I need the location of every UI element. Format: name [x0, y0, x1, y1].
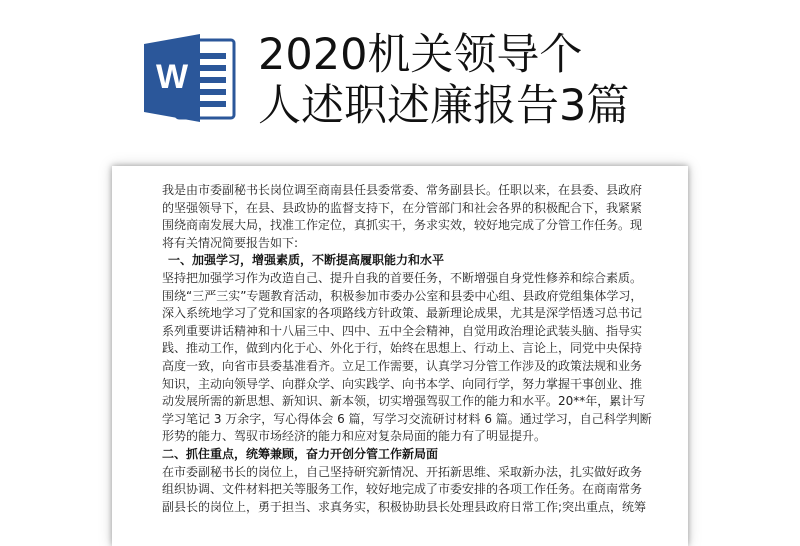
document-line: 高度一致，向省市县委基准看齐。立足工作需要，认真学习分管工作涉及的政策法规和业务: [162, 358, 643, 373]
document-line: 在市委副秘书长的岗位上，自己坚持研究新情况、开拓新思维、采取新办法，扎实做好政务: [162, 464, 643, 479]
document-body: [162, 182, 650, 516]
document-line: 知识，主动向领导学、向群众学、向实践学、向书本学、向同行学，努力掌握干事创业、推: [162, 376, 643, 391]
document-line: 动发展所需的新思想、新知识、新本领，切实增强驾驭工作的能力和水平。20**年，累计写: [162, 394, 646, 409]
word-document-icon: [140, 30, 240, 125]
document-line: 围绕商南发展大局，找准工作定位，真抓实干，务求实效，较好地完成了分管工作任务。现: [162, 218, 643, 233]
document-line: 深入系统地学习了党和国家的各项路线方针政策、最新理论成果，尤其是深学悟透习总书记: [162, 306, 643, 321]
document-line: 副县长的岗位上，勇于担当、求真务实，积极协助县长处理县政府日常工作;突出重点，统筹: [162, 499, 647, 514]
document-line: 的坚强领导下，在县、县政协的监督支持下，在分管部门和社会各界的积极配合下，我紧紧: [162, 200, 643, 215]
page-title: [258, 30, 778, 132]
document-line: 围绕“三严三实”专题教育活动，积极参加市委办公室和县委中心组、县政府党组集体学习，: [162, 288, 643, 303]
document-line: 形势的能力、驾驭市场经济的能力和应对复杂局面的能力有了明显提升。: [162, 429, 547, 444]
document-line: 组织协调、文件材料把关等服务工作，较好地完成了市委安排的各项工作任务。在商南常务: [162, 482, 643, 497]
section-heading-2: 二、抓住重点，统筹兼顾，奋力开创分管工作新局面: [162, 446, 439, 461]
section-heading-1: 一、加强学习，增强素质，不断提高履职能力和水平: [168, 253, 445, 268]
document-line: 学习笔记 3 万余字，写心得体会 6 篇，写学习交流研讨材料 6 篇。通过学习，自己科学判断: [162, 411, 652, 426]
document-line: 我是由市委副秘书长岗位调至商南县任县委常委、常务副县长。任职以来，在县委、县政府: [162, 183, 643, 197]
document-line: 坚持把加强学习作为改造自己、提升自我的首要任务，不断增强自身党性修养和综合素质。: [162, 270, 643, 285]
page-header: [0, 0, 800, 150]
title-line-1: 2020机关领导个: [258, 30, 583, 80]
title-line-2: 人述职述廉报告3篇: [258, 81, 630, 131]
document-line: 践、推动工作，做到内化于心、外化于行，始终在思想上、行动上、言论上，同党中央保持: [162, 341, 643, 356]
document-line: 将有关情况简要报告如下:: [162, 235, 299, 250]
word-icon-letter: W: [155, 58, 189, 96]
document-page: [112, 166, 688, 546]
document-line: 系列重要讲话精神和十八届三中、四中、五中全会精神，自觉用政治理论武装头脑、指导实: [162, 323, 643, 338]
